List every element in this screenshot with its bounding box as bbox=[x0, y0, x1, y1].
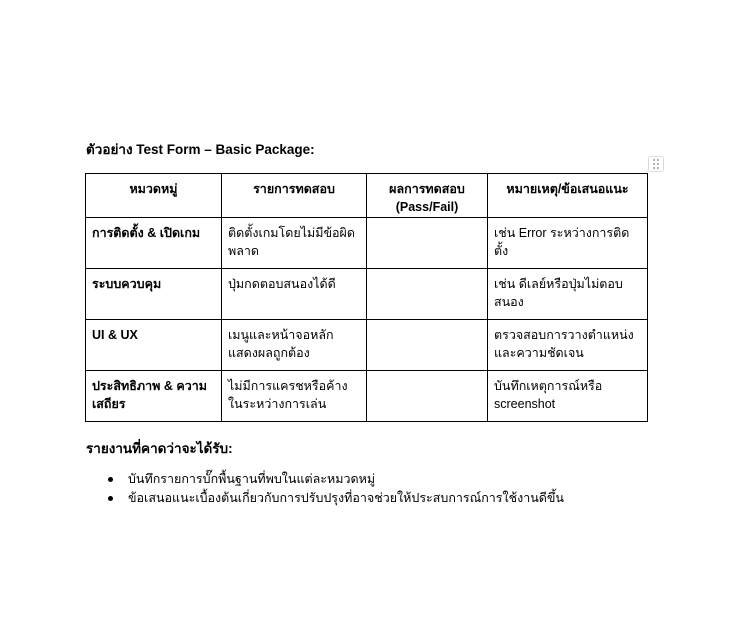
table-row bbox=[86, 269, 648, 320]
cell-category[interactable]: UI & UX bbox=[86, 320, 222, 371]
test-form-table bbox=[85, 173, 648, 422]
table-row bbox=[86, 320, 648, 371]
cell-category[interactable]: ประสิทธิภาพ & ความเสถียร bbox=[86, 371, 222, 422]
cell-note[interactable]: ตรวจสอบการวางตำแหน่งและความชัดเจน bbox=[488, 320, 648, 371]
header-category: หมวดหมู่ bbox=[86, 174, 222, 218]
report-list bbox=[86, 470, 564, 508]
cell-category[interactable]: การติดตั้ง & เปิดเกม bbox=[86, 218, 222, 269]
list-item: บันทึกรายการบั๊กพื้นฐานที่พบในแต่ละหมวดหมู่ bbox=[128, 470, 564, 489]
cell-result[interactable] bbox=[367, 371, 488, 422]
cell-test[interactable]: เมนูและหน้าจอหลักแสดงผลถูกต้อง bbox=[222, 320, 367, 371]
cell-test[interactable]: ไม่มีการแครชหรือค้างในระหว่างการเล่น bbox=[222, 371, 367, 422]
header-test-item: รายการทดสอบ bbox=[222, 174, 367, 218]
cell-result[interactable] bbox=[367, 269, 488, 320]
cell-test[interactable]: ติดตั้งเกมโดยไม่มีข้อผิดพลาด bbox=[222, 218, 367, 269]
table-row bbox=[86, 218, 648, 269]
cell-note[interactable]: เช่น ดีเลย์หรือปุ่มไม่ตอบสนอง bbox=[488, 269, 648, 320]
header-note: หมายเหตุ/ข้อเสนอแนะ bbox=[488, 174, 648, 218]
table-row bbox=[86, 371, 648, 422]
cell-test[interactable]: ปุ่มกดตอบสนองได้ดี bbox=[222, 269, 367, 320]
cell-result[interactable] bbox=[367, 320, 488, 371]
cell-category[interactable]: ระบบควบคุม bbox=[86, 269, 222, 320]
list-item: ข้อเสนอแนะเบื้องต้นเกี่ยวกับการปรับปรุงที่อาจช่วยให้ประสบการณ์การใช้งานดีขึ้น bbox=[128, 489, 564, 508]
cell-note[interactable]: บันทึกเหตุการณ์หรือ screenshot bbox=[488, 371, 648, 422]
table-header-row bbox=[86, 174, 648, 218]
report-heading: รายงานที่คาดว่าจะได้รับ: bbox=[86, 441, 233, 456]
cell-result[interactable] bbox=[367, 218, 488, 269]
section-heading: ตัวอย่าง Test Form – Basic Package: bbox=[86, 142, 315, 157]
cell-note[interactable]: เช่น Error ระหว่างการติดตั้ง bbox=[488, 218, 648, 269]
header-result: ผลการทดสอบ (Pass/Fail) bbox=[367, 174, 488, 218]
table-drag-handle-icon[interactable] bbox=[648, 156, 664, 172]
